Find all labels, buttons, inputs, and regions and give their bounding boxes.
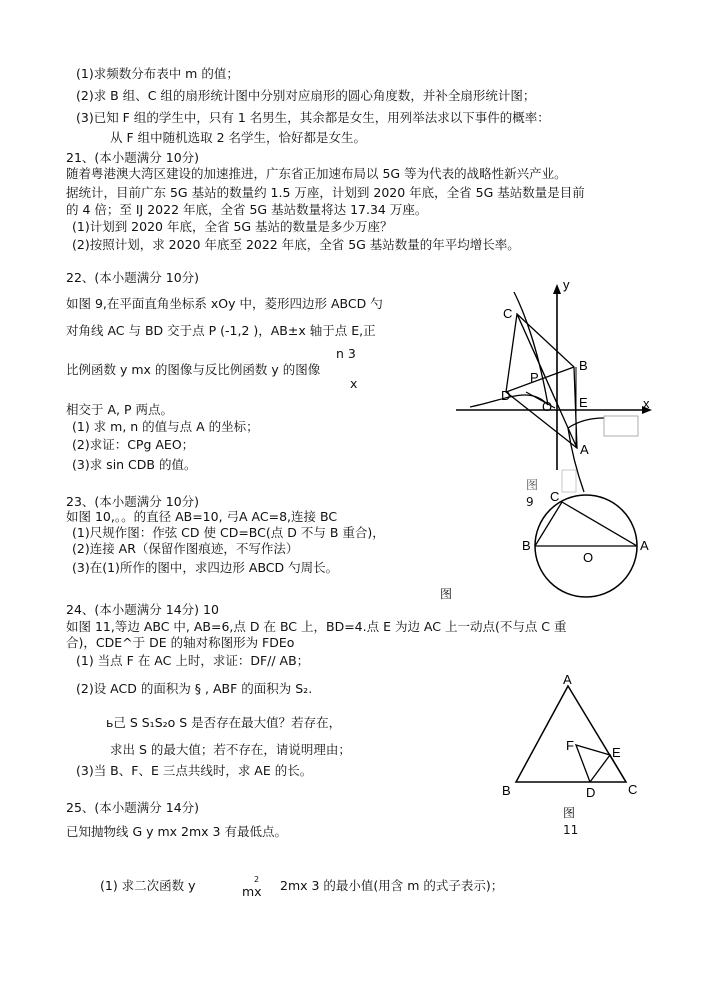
q22-fraction-denominator: x <box>350 376 358 391</box>
chord-bc <box>535 502 562 546</box>
q20-part1: (1)求频数分布表中 m 的值； <box>76 66 239 81</box>
q25-part1-start: (1) 求二次函数 y <box>100 878 196 893</box>
figure-10-circle-diagram <box>518 488 658 598</box>
label-a: A <box>640 538 649 553</box>
label-c: C <box>550 489 560 504</box>
q25-part1-exponent: 2 <box>254 875 260 884</box>
rhombus-abcd <box>506 314 577 448</box>
label-a: A <box>580 442 589 457</box>
q22-part3: (3)求 sin CDB 的值。 <box>72 457 197 472</box>
q24-part2: (2)设 ACD 的面积为 § , ABF 的面积为 S₂. <box>76 681 313 696</box>
figure-artifact-box <box>604 416 638 436</box>
q24-heading: 24、(本小题满分 14分) 10 <box>66 602 219 617</box>
q22-line3: 比例函数 y mx 的图像与反比例函数 y 的图像 <box>66 362 321 377</box>
y-axis-arrow <box>553 284 561 294</box>
figure-9-caption: 图 <box>526 478 539 492</box>
chord-ac <box>562 502 637 546</box>
label-c: C <box>628 782 638 797</box>
triangle-fde <box>576 745 610 782</box>
label-e: E <box>579 395 588 410</box>
label-b: B <box>522 538 531 553</box>
q23-heading: 23、(本小题满分 10分) <box>66 494 200 509</box>
q22-heading: 22、(本小题满分 10分) <box>66 270 200 285</box>
q21-part2: (2)按照计划，求 2020 年底至 2022 年底，全省 5G 基站数量的年平均增长率。 <box>72 237 520 252</box>
q25-line1: 已知抛物线 G y mx 2mx 3 有最低点。 <box>66 824 287 839</box>
q22-part2: (2)求证：CPg AEO； <box>72 437 195 452</box>
triangle-abc <box>516 686 626 782</box>
q24-part3: (3)当 B、F、E 三点共线时，求 AE 的长。 <box>76 763 313 778</box>
q25-part1-mx: mx <box>242 884 262 899</box>
q20-part2: (2)求 B 组、C 组的扇形统计图中分别对应扇形的圆心角度数，并补全扇形统计图； <box>76 88 536 103</box>
q24-part2-question: ь己 S S₁S₂o S 是否存在最大值？若存在， <box>106 715 342 730</box>
q20-part3-event: 从 F 组中随机选取 2 名学生，恰好都是女生。 <box>110 130 367 145</box>
q25-heading: 25、(本小题满分 14分) <box>66 800 200 815</box>
q22-fraction-numerator: n 3 <box>336 346 356 361</box>
label-d: D <box>501 388 511 403</box>
figure-11-triangle-diagram <box>498 672 648 802</box>
diagonal-bd <box>506 367 574 392</box>
label-b: B <box>502 783 511 798</box>
label-x: x <box>643 396 650 411</box>
q23-part2: (2)连接 AR（保留作图痕迹，不写作法） <box>72 541 299 556</box>
label-o: O <box>583 550 594 565</box>
figure-11-number: 11 <box>563 823 579 837</box>
q21-line2: 据统计，目前广东 5G 基站的数量约 1.5 万座，计划到 2020 年底，全省 5G 基站数量是目前 <box>66 185 585 200</box>
label-y: y <box>563 277 570 292</box>
q24-line2: 合)，CDE^于 DE 的轴对称图形为 FDEo <box>66 635 295 650</box>
label-f: F <box>566 738 574 753</box>
label-e: E <box>612 745 621 760</box>
q22-line4: 相交于 A, P 两点。 <box>66 402 173 417</box>
q21-line3: 的 4 倍；至 IJ 2022 年底，全省 5G 基站数量将达 17.34 万座。 <box>66 202 428 217</box>
label-d: D <box>586 785 596 800</box>
figure-11-caption: 图 <box>563 806 576 820</box>
q24-part2-instruction: 求出 S 的最大值；若不存在，请说明理由； <box>110 742 351 757</box>
q22-line2: 对角线 AC 与 BD 交于点 P (-1,2 )，AB±x 轴于点 E,正 <box>66 323 376 338</box>
label-o: O <box>542 399 553 414</box>
q21-line1: 随着粤港澳大湾区建设的加速推进，广东省正加速布局以 5G 等为代表的战略性新兴产业。 <box>66 166 567 181</box>
figure-9-coordinate-diagram <box>450 276 660 496</box>
q20-part3: (3)已知 F 组的学生中，只有 1 名男生，其余都是女生，用列举法求以下事件的概率： <box>76 110 550 125</box>
figure-10-caption: 图 <box>440 587 453 601</box>
q22-line1: 如图 9,在平面直角坐标系 xOy 中，菱形四边形 ABCD 勺 <box>66 296 383 311</box>
q23-line1: 如图 10,。。的直径 AB=10, 弓A AC=8,连接 BC <box>66 509 338 524</box>
q25-part1-end: 2mx 3 的最小值(用含 m 的式子表示)； <box>280 878 504 893</box>
q23-part3: (3)在(1)所作的图中，求四边形 ABCD 勺周长。 <box>72 560 339 575</box>
q22-part1: (1) 求 m, n 的值与点 A 的坐标； <box>72 419 259 434</box>
label-a: A <box>563 672 572 687</box>
q24-part1: (1) 当点 F 在 AC 上时，求证：DF// AB； <box>76 653 310 668</box>
q21-heading: 21、(本小题满分 10分) <box>66 150 200 165</box>
label-c: C <box>503 306 513 321</box>
q24-line1: 如图 11,等边 ABC 中, AB=6,点 D 在 BC 上，BD=4.点 E 为边 AC 上一动点(不与点 C 重 <box>66 619 567 634</box>
label-p: P <box>530 370 539 385</box>
figure-9-number: 9 <box>526 495 534 509</box>
q23-part1: (1)尺规作图：作弦 CD 使 CD=BC(点 D 不与 B 重合)， <box>72 525 385 540</box>
q21-part1: (1)计划到 2020 年底，全省 5G 基站的数量是多少万座？ <box>72 219 393 234</box>
label-b: B <box>579 358 588 373</box>
